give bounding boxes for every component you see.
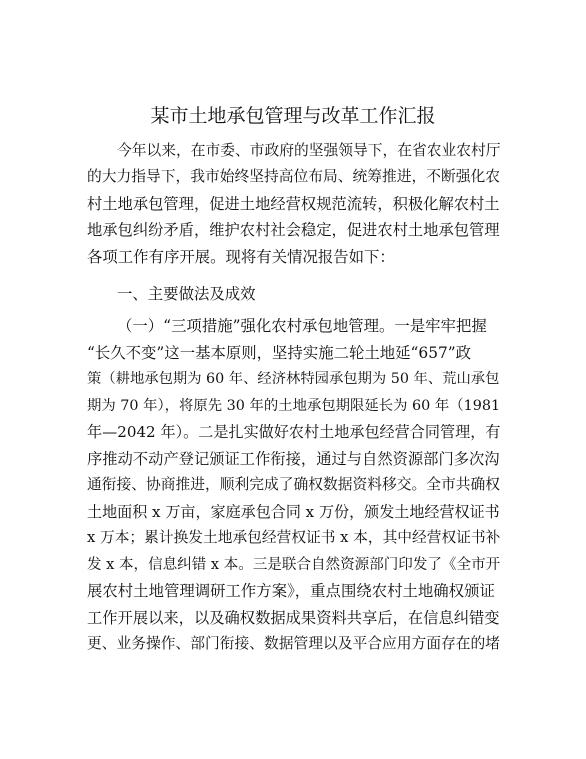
body-line-9: 策（耕地承包期为 60 年、经济林特园承包期为 50 年、荒山承包 — [87, 371, 500, 387]
body-line-18: 工作开展以来，以及确权数据成果资料共享后，在信息纠错变 — [87, 609, 500, 627]
document-title: 某市土地承包管理与改革工作汇报 — [150, 105, 436, 127]
body-line-12: 序推动不动产登记颁证工作衔接，通过与自然资源部门多次沟 — [87, 450, 500, 468]
body-line-14: 土地面积 x 万亩，家庭承包合同 x 万份，颁发土地经营权证书 — [87, 503, 500, 521]
body-line-16: 发 x 本，信息纠错 x 本。三是联合自然资源部门印发了《全市开 — [87, 556, 501, 573]
body-line-4: 地承包纠纷矛盾，维护农村社会稳定，促进农村土地承包管理 — [87, 221, 500, 239]
body-line-11: 年—2042 年）。二是扎实做好农村土地承包经营合同管理，有 — [87, 423, 501, 441]
body-line-13: 通衔接、协商推进，顺利完成了确权数据资料移交。全市共确权 — [87, 476, 500, 493]
body-line-15: x 万本；累计换发土地承包经营权证书 x 本，其中经营权证书补 — [87, 529, 501, 546]
body-line-2: 的大力指导下，我市始终坚持高位布局、统筹推进，不断强化农 — [87, 168, 500, 185]
section-heading: 一、主要做法及成效 — [117, 285, 256, 303]
body-line-10: 期为 70 年），将原先 30 年的土地承包期限延长为 60 年（1981 — [87, 398, 501, 414]
body-line-1: 今年以来，在市委、市政府的坚强领导下，在省农业农村厅 — [117, 142, 501, 159]
body-line-5: 各项工作有序开展。现将有关情况报告如下： — [87, 248, 395, 266]
body-line-7: （一）“三项措施”强化农村承包地管理。一是牢牢把握 — [117, 317, 487, 335]
body-line-8: “长久不变”这一基本原则，坚持实施二轮土地延“657”政 — [87, 344, 472, 362]
body-line-19: 更、业务操作、部门衔接、数据管理以及平合应用方面存在的堵 — [87, 635, 500, 652]
body-line-17: 展农村土地管理调研工作方案》，重点围绕农村土地确权颁证 — [87, 582, 495, 600]
body-line-3: 村土地承包管理，促进土地经营权规范流转，积极化解农村土 — [87, 195, 500, 213]
